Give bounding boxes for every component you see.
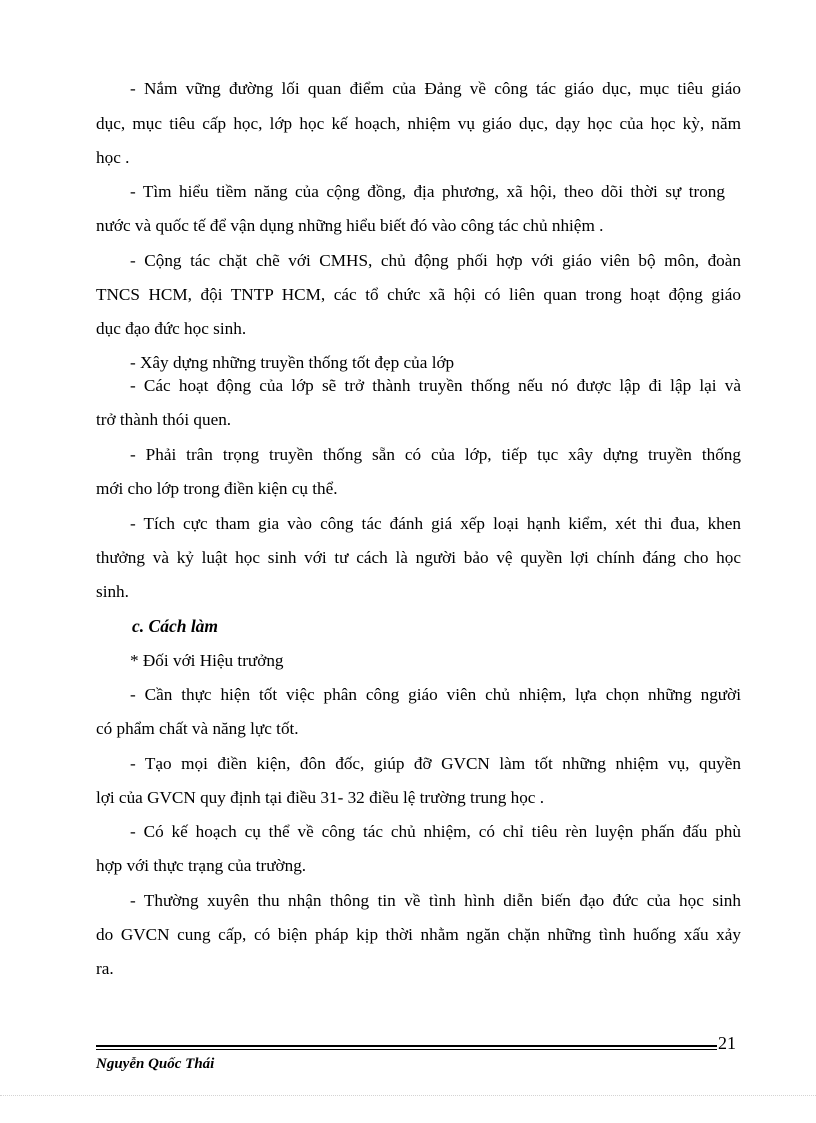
text-line: sinh. bbox=[96, 582, 129, 601]
text-line: - Xây dựng những truyền thống tốt đẹp của lớp bbox=[130, 353, 455, 372]
footer-rule bbox=[96, 1045, 717, 1047]
text-line: mới cho lớp trong điền kiện cụ thể. bbox=[96, 479, 338, 498]
text-line: - Nắm vững đường lối quan điểm của Đảng về công tác giáo dục, mục tiêu giáo bbox=[130, 79, 741, 98]
page-edge-dotted-line bbox=[0, 1095, 816, 1096]
text-line: thưởng và kỷ luật học sinh với tư cách là người bảo vệ quyền lợi chính đáng cho học bbox=[96, 548, 741, 567]
text-line: - Phải trân trọng truyền thống sẵn có của lớp, tiếp tục xây dựng truyền thống bbox=[130, 445, 741, 464]
text-line: dục, mục tiêu cấp học, lớp học kế hoạch, nhiệm vụ giáo dục, dạy học của học kỳ, năm bbox=[96, 114, 741, 133]
section-heading: c. Cách làm bbox=[132, 616, 219, 636]
text-line: dục đạo đức học sinh. bbox=[96, 319, 247, 338]
footer-rule-thin bbox=[96, 1049, 717, 1050]
text-line: - Các hoạt động của lớp sẽ trở thành truyền thống nếu nó được lập đi lập lại và bbox=[130, 376, 741, 395]
text-line: - Có kế hoạch cụ thể về công tác chủ nhiệm, có chỉ tiêu rèn luyện phấn đấu phù bbox=[130, 822, 741, 841]
page-number: 21 bbox=[718, 1033, 736, 1053]
text-line: ra. bbox=[96, 959, 114, 978]
text-line: - Tích cực tham gia vào công tác đánh giá xếp loại hạnh kiểm, xét thi đua, khen bbox=[130, 514, 741, 533]
text-line: học . bbox=[96, 148, 130, 167]
text-line: trở thành thói quen. bbox=[96, 410, 232, 429]
text-line: hợp với thực trạng của trường. bbox=[96, 856, 307, 875]
text-line: - Cộng tác chặt chẽ với CMHS, chủ động phối hợp với giáo viên bộ môn, đoàn bbox=[130, 251, 741, 270]
text-line: - Cần thực hiện tốt việc phân công giáo viên chủ nhiệm, lựa chọn những người bbox=[130, 685, 741, 704]
footer-author: Nguyễn Quốc Thái bbox=[96, 1056, 215, 1072]
text-line: - Tìm hiểu tiềm năng của cộng đồng, địa phương, xã hội, theo dõi thời sự trong bbox=[130, 182, 725, 201]
text-line: TNCS HCM, đội TNTP HCM, các tổ chức xã hội có liên quan trong hoạt động giáo bbox=[96, 285, 741, 304]
subheading: * Đối với Hiệu trưởng bbox=[130, 651, 284, 670]
text-line: có phẩm chất và năng lực tốt. bbox=[96, 719, 299, 738]
text-line: lợi của GVCN quy định tại điều 31- 32 điều lệ trường trung học . bbox=[96, 788, 545, 807]
text-line: - Thường xuyên thu nhận thông tin về tình hình diễn biến đạo đức của học sinh bbox=[130, 891, 741, 910]
text-line: nước và quốc tế để vận dụng những hiểu biết đó vào công tác chủ nhiệm . bbox=[96, 216, 604, 235]
text-line: do GVCN cung cấp, có biện pháp kịp thời nhằm ngăn chặn những tình huống xấu xảy bbox=[96, 925, 741, 944]
text-line: - Tạo mọi điền kiện, đôn đốc, giúp đỡ GVCN làm tốt những nhiệm vụ, quyền bbox=[130, 754, 741, 773]
